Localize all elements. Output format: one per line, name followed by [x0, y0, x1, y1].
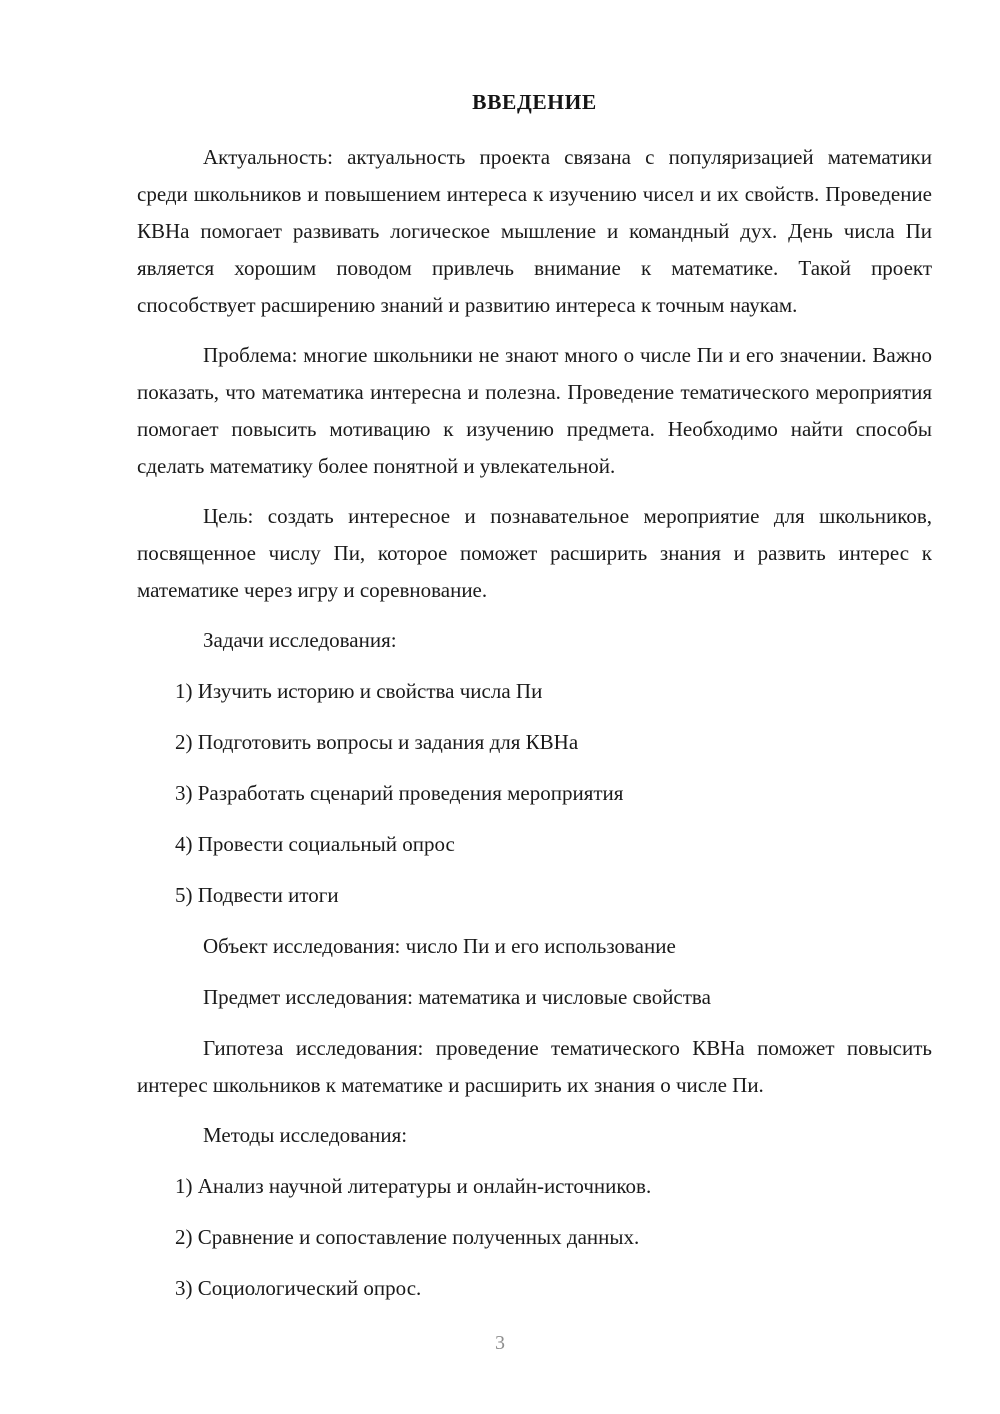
document-body: [137, 90, 932, 1307]
spacer: [137, 761, 932, 775]
list-item: 5) Подвести итоги: [175, 882, 339, 907]
list-item: 1) Анализ научной литературы и онлайн-источников.: [175, 1173, 652, 1198]
paragraph-problem: Проблема: многие школьники не знают много о числе Пи и его значении. Важно показать, что математика интересна и полезна. Проведение тематического мероприятия помогает повысить мотивацию к изучению предмета. Необходимо найти способы сделать математику более понятной и увлекательной.: [137, 342, 932, 478]
paragraph-relevance: Актуальность: актуальность проекта связана с популяризацией математики среди школьников и повышением интереса к изучению чисел и их свойств. Проведение КВНа помогает развивать логическое мышление и командный дух. День числа Пи является хорошим поводом привлечь внимание к математике. Такой проект способствует расширению знаний и развитию интереса к точным наукам.: [137, 144, 932, 317]
list-item: 2) Сравнение и сопоставление полученных данных.: [175, 1224, 640, 1249]
methods-heading: Методы исследования:: [203, 1122, 408, 1147]
spacer: [137, 328, 932, 337]
object-of-research-line: Объект исследования: число Пи и его использование: [203, 933, 676, 958]
list-item: 2) Подготовить вопросы и задания для КВНа: [175, 729, 579, 754]
spacer: [137, 1108, 932, 1117]
paragraph-goal: Цель: создать интересное и познавательное мероприятие для школьников, посвященное числу Пи, которое поможет расширить знания и развить интерес к математике через игру и соревнование.: [137, 503, 932, 602]
spacer: [137, 812, 932, 826]
spacer: [137, 914, 932, 928]
spacer: [137, 613, 932, 622]
spacer: [137, 1256, 932, 1270]
list-item: 3) Социологический опрос.: [175, 1275, 422, 1300]
subject-of-research-line: Предмет исследования: математика и числовые свойства: [203, 984, 711, 1009]
list-item: 4) Провести социальный опрос: [175, 831, 455, 856]
spacer: [137, 1154, 932, 1168]
spacer: [137, 965, 932, 979]
spacer: [137, 1016, 932, 1030]
spacer: [137, 710, 932, 724]
page-title: ВВЕДЕНИЕ: [472, 90, 597, 114]
spacer: [137, 1205, 932, 1219]
page-number: 3: [495, 1332, 505, 1354]
spacer: [137, 489, 932, 498]
list-item: 3) Разработать сценарий проведения мероприятия: [175, 780, 624, 805]
list-item: 1) Изучить историю и свойства числа Пи: [175, 678, 543, 703]
tasks-heading: Задачи исследования:: [203, 627, 397, 652]
spacer: [137, 863, 932, 877]
spacer: [137, 659, 932, 673]
paragraph-hypothesis: Гипотеза исследования: проведение тематического КВНа поможет повысить интерес школьников к математике и расширить их знания о числе Пи.: [137, 1035, 932, 1097]
